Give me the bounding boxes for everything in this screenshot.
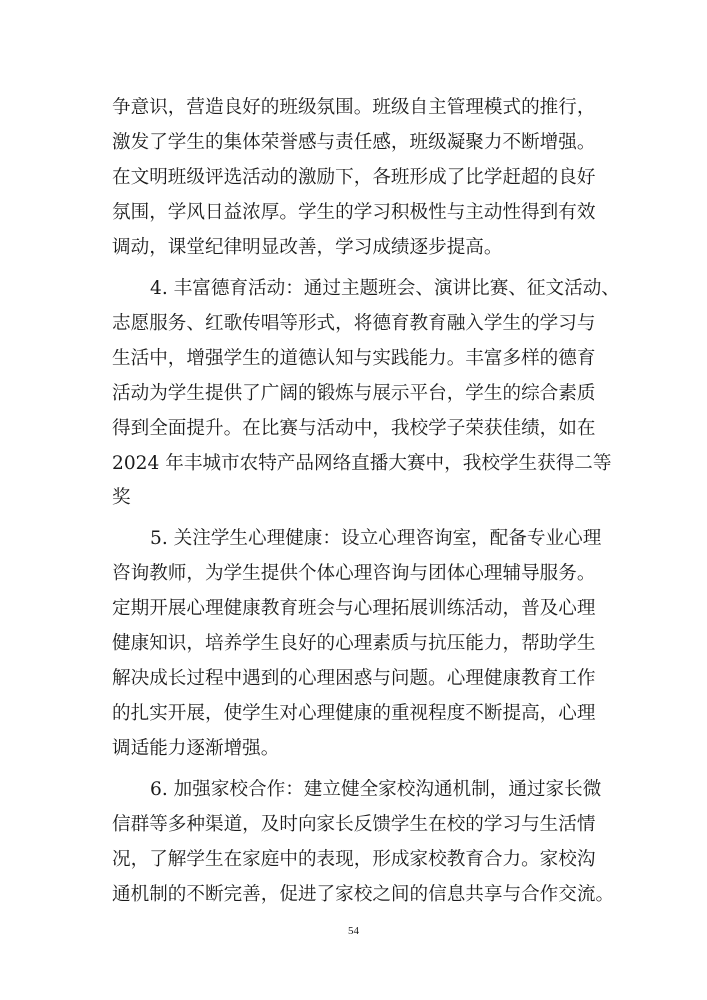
text-line: 的扎实开展，使学生对心理健康的重视程度不断提高，心理: [112, 703, 596, 724]
text-line: 生活中，增强学生的道德认知与实践能力。丰富多样的德育: [112, 348, 596, 369]
text-line: 志愿服务、红歌传唱等形式，将德育教育融入学生的学习与: [112, 313, 596, 334]
text-line: 定期开展心理健康教育班会与心理拓展训练活动，普及心理: [112, 598, 596, 619]
section-heading-line: 6. 加强家校合作：建立健全家校沟通机制，通过家长微: [150, 779, 602, 800]
text-line: 争意识，营造良好的班级氛围。班级自主管理模式的推行，: [112, 97, 596, 118]
text-line: 调适能力逐渐增强。: [112, 738, 280, 759]
text-line: 信群等多种渠道，及时向家长反馈学生在校的学习与生活情: [112, 814, 596, 835]
text-line: 2024 年丰城市农特产品网络直播大赛中，我校学生获得二等: [112, 453, 612, 474]
text-line: 在文明班级评选活动的激励下，各班形成了比学赶超的良好: [112, 167, 596, 188]
text-line: 激发了学生的集体荣誉感与责任感，班级凝聚力不断增强。: [112, 132, 596, 153]
text-line: 解决成长过程中遇到的心理困惑与问题。心理健康教育工作: [112, 668, 596, 689]
section-heading-line: 4. 丰富德育活动：通过主题班会、演讲比赛、征文活动、: [150, 278, 620, 299]
text-line: 活动为学生提供了广阔的锻炼与展示平台，学生的综合素质: [112, 383, 596, 404]
text-line: 得到全面提升。在比赛与活动中，我校学子荣获佳绩，如在: [112, 418, 596, 439]
text-line: 通机制的不断完善，促进了家校之间的信息共享与合作交流。: [112, 884, 615, 905]
text-line: 健康知识，培养学生良好的心理素质与抗压能力，帮助学生: [112, 633, 596, 654]
text-line: 咨询教师，为学生提供个体心理咨询与团体心理辅导服务。: [112, 563, 596, 584]
text-line: 况，了解学生在家庭中的表现，形成家校教育合力。家校沟: [112, 849, 596, 870]
page-number: 54: [348, 925, 359, 937]
text-line: 奖: [112, 487, 131, 508]
text-line: 调动，课堂纪律明显改善，学习成绩逐步提高。: [112, 237, 503, 258]
text-line: 氛围，学风日益浓厚。学生的学习积极性与主动性得到有效: [112, 202, 596, 223]
section-heading-line: 5. 关注学生心理健康：设立心理咨询室，配备专业心理: [150, 528, 602, 549]
